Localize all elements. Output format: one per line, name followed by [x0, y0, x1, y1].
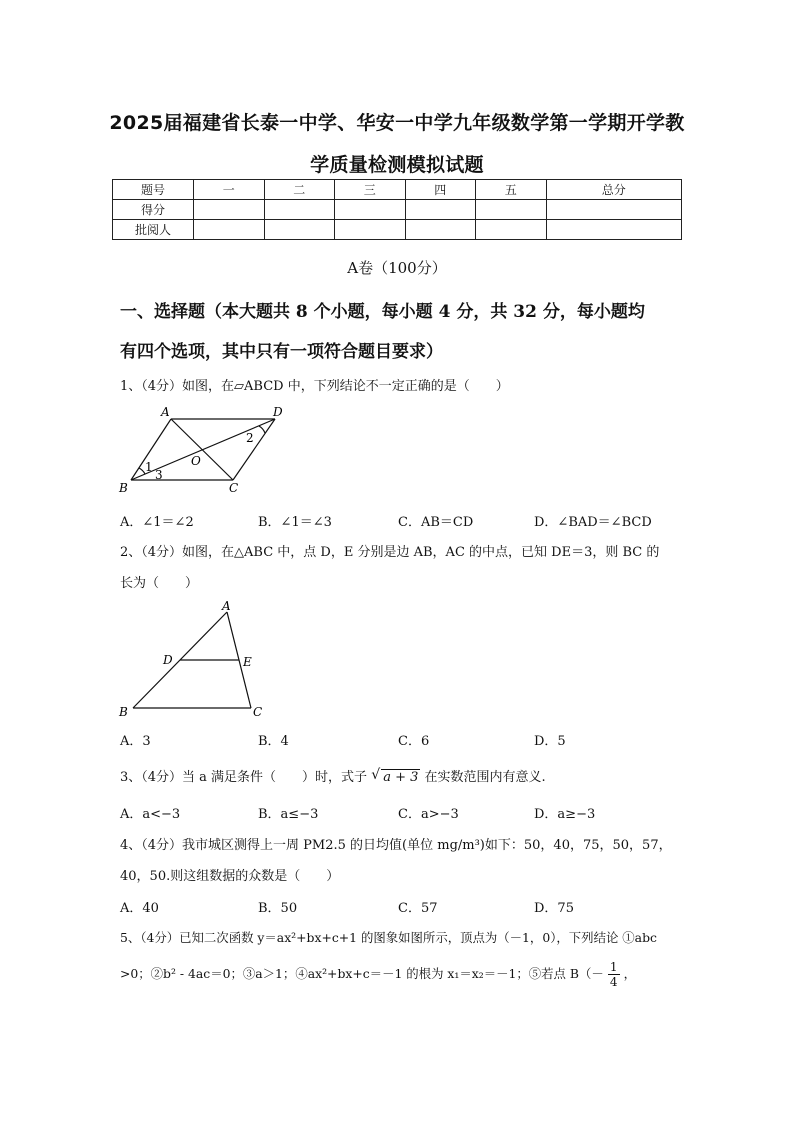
q3-option-c[interactable]: C．a>−3: [398, 807, 459, 822]
score-header-cell: 三: [335, 180, 406, 200]
question-3-options: [120, 803, 680, 821]
part1-heading-line2: 有四个选项，其中只有一项符合题目要求）: [120, 342, 443, 362]
score-table-header-row: [113, 180, 682, 200]
score-header-cell: 二: [264, 180, 335, 200]
angle-label-2: 2: [246, 431, 254, 445]
question-2-options: [120, 730, 680, 748]
section-a-title: A卷（100分）: [347, 259, 447, 277]
q3-text-before: 3、（4分）当 a 满足条件（ ）时，式子: [120, 770, 368, 785]
exam-title-line1: 2025届福建省长泰一中学、华安一中学九年级数学第一学期开学教: [109, 112, 685, 134]
triangle-figure: [115, 600, 275, 725]
fraction-one-quarter: [608, 960, 620, 989]
parallelogram-figure: [115, 402, 295, 497]
score-header-cell: 题号: [113, 180, 194, 200]
q3-option-a[interactable]: A．a<−3: [120, 807, 181, 822]
q2-option-d[interactable]: D．5: [534, 734, 566, 749]
reviewer-cell[interactable]: [476, 220, 547, 240]
point-label-e: E: [243, 655, 252, 669]
question-1-options: [120, 511, 680, 529]
q3-text-after: 在实数范围内有意义.: [424, 770, 546, 785]
angle-label-1: 1: [145, 460, 153, 474]
reviewer-cell[interactable]: [264, 220, 335, 240]
question-2-line2: 长为（ ）: [120, 576, 199, 591]
angle-arc-2: [259, 426, 265, 433]
point-label-a: A: [222, 599, 231, 613]
q3-option-b[interactable]: B．a≤−3: [258, 807, 319, 822]
question-2-line1: 2、（4分）如图，在△ABC 中，点 D，E 分别是边 AB，AC 的中点，已知 DE＝3，则 BC 的: [120, 545, 660, 560]
question-1-text: 1、（4分）如图，在▱ABCD 中，下列结论不一定正确的是（ ）: [120, 379, 509, 394]
fraction-denominator: 4: [609, 975, 618, 989]
reviewer-cell[interactable]: [405, 220, 476, 240]
question-5-line1: 5、（4分）已知二次函数 y＝ax²+bx+c+1 的图象如图所示，顶点为（－1，0），下列结论 ①abc: [120, 930, 657, 945]
point-label-o: O: [191, 454, 201, 468]
score-cell[interactable]: [335, 200, 406, 220]
exam-title-line2: 学质量检测模拟试题: [310, 154, 484, 176]
reviewer-cell[interactable]: [194, 220, 265, 240]
question-4-line2: 40，50.则这组数据的众数是（ ）: [120, 869, 340, 884]
score-cell[interactable]: [264, 200, 335, 220]
q5-line2-end: ，: [623, 966, 637, 981]
sqrt-radicand: a + 3: [383, 770, 419, 785]
question-4-line1: 4、（4分）我市城区测得上一周 PM2.5 的日均值(单位 mg/m³)如下：50，40，75，50，57，: [120, 838, 672, 853]
point-label-b: B: [119, 481, 128, 495]
score-header-cell: 五: [476, 180, 547, 200]
q1-option-b[interactable]: B．∠1＝∠3: [258, 515, 332, 530]
score-table: [112, 179, 682, 240]
point-label-a: A: [161, 405, 170, 419]
score-header-cell: 一: [194, 180, 265, 200]
question-5-line2: [120, 960, 680, 989]
reviewer-row: [113, 220, 682, 240]
point-label-d: D: [163, 653, 173, 667]
q3-option-d[interactable]: D．a≥−3: [534, 807, 596, 822]
question-4-options: [120, 897, 680, 915]
sqrt-symbol: √: [371, 767, 381, 783]
point-label-d: D: [273, 405, 283, 419]
point-label-c: C: [229, 481, 239, 495]
q1-option-d[interactable]: D．∠BAD＝∠BCD: [534, 515, 652, 530]
q2-option-c[interactable]: C．6: [398, 734, 430, 749]
score-header-cell: 总分: [546, 180, 682, 200]
q1-option-c[interactable]: C．AB＝CD: [398, 515, 474, 530]
q1-option-a[interactable]: A．∠1＝∠2: [120, 515, 194, 530]
score-cell[interactable]: [405, 200, 476, 220]
q4-option-d[interactable]: D．75: [534, 901, 574, 916]
point-label-c: C: [253, 705, 263, 719]
q4-option-b[interactable]: B．50: [258, 901, 298, 916]
q4-option-c[interactable]: C．57: [398, 901, 438, 916]
score-row-label: 得分: [113, 200, 194, 220]
question-3-text: [120, 766, 680, 785]
reviewer-row-label: 批阅人: [113, 220, 194, 240]
score-cell[interactable]: [546, 200, 682, 220]
score-cell[interactable]: [476, 200, 547, 220]
reviewer-cell[interactable]: [335, 220, 406, 240]
score-row: [113, 200, 682, 220]
q2-option-a[interactable]: A．3: [120, 734, 151, 749]
point-label-b: B: [119, 705, 128, 719]
part1-heading-line1: 一、选择题（本大题共 8 个小题，每小题 4 分，共 32 分，每小题均: [120, 302, 645, 322]
angle-label-3: 3: [155, 468, 163, 482]
reviewer-cell[interactable]: [546, 220, 682, 240]
q4-option-a[interactable]: A．40: [120, 901, 159, 916]
q2-option-b[interactable]: B．4: [258, 734, 289, 749]
sqrt-expression: [371, 769, 420, 785]
fraction-numerator: 1: [608, 960, 620, 975]
q5-line2-text: >0；②b² - 4ac＝0；③a＞1；④ax²+bx+c＝－1 的根为 x₁＝x₂＝－1；⑤若点 B（－: [120, 966, 604, 981]
score-header-cell: 四: [405, 180, 476, 200]
score-cell[interactable]: [194, 200, 265, 220]
